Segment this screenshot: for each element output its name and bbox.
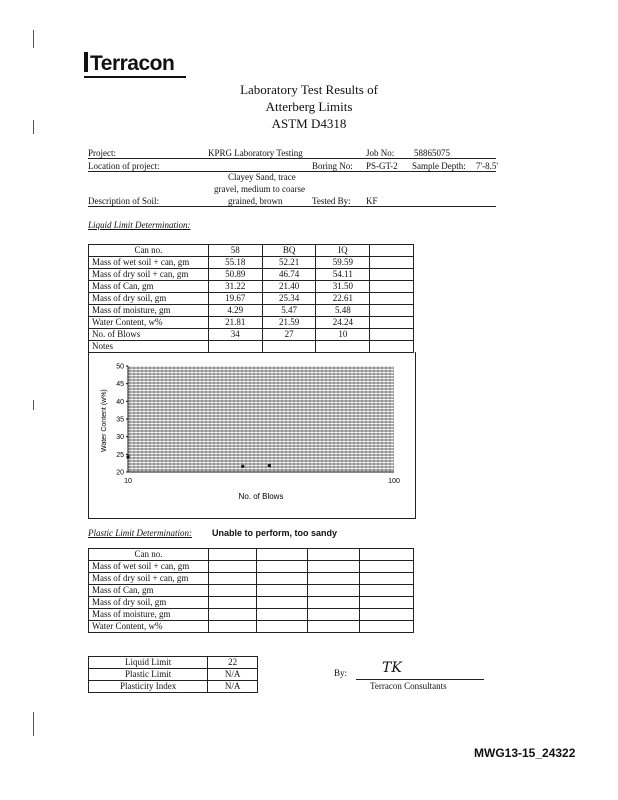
table-header-row [89,245,414,257]
row-label: Mass of Can, gm [89,281,209,293]
table-row [89,257,414,269]
table-cell [308,597,360,609]
table-row [89,669,258,681]
table-header-cell: BQ [262,245,316,257]
table-cell [208,585,256,597]
table-cell: 21.81 [208,317,262,329]
tested-by-label: Tested By: [312,196,351,206]
table-cell [370,341,414,353]
table-cell: 22.61 [316,293,370,305]
table-cell [316,341,370,353]
row-label: Notes [89,341,209,353]
logo-text: Terracon [90,52,175,75]
summary-value: 22 [208,657,258,669]
scan-mark [33,712,34,736]
summary-table [88,656,258,693]
table-cell [308,585,360,597]
table-cell [360,621,414,633]
logo-mark-icon [84,52,88,72]
row-label: No. of Blows [89,329,209,341]
table-cell: 4.29 [208,305,262,317]
plastic-limit-note: Unable to perform, too sandy [212,528,338,538]
table-cell [360,561,414,573]
table-cell: 34 [208,329,262,341]
title-line-3: ASTM D4318 [271,116,347,131]
row-label: Mass of dry soil, gm [89,293,209,305]
job-no-label: Job No: [366,148,395,158]
table-cell: 52.21 [262,257,316,269]
table-row [89,341,414,353]
sample-depth-value: 7'-8.5' [476,161,498,171]
table-row [89,585,414,597]
table-cell: 21.40 [262,281,316,293]
data-point [241,465,244,468]
table-header-cell: Can no. [89,245,209,257]
table-cell: 5.47 [262,305,316,317]
table-cell: 21.59 [262,317,316,329]
table-header-cell: IQ [316,245,370,257]
table-header-cell [256,549,308,561]
table-cell [208,609,256,621]
table-header-cell [208,549,256,561]
table-cell: 31.50 [316,281,370,293]
table-row [89,681,258,693]
table-cell [370,269,414,281]
row-label: Water Content, w% [89,317,209,329]
table-cell [208,561,256,573]
summary-label: Plastic Limit [89,669,208,681]
project-label: Project: [88,148,116,158]
project-rule [88,158,496,159]
table-row [89,561,414,573]
description-line-3: grained, brown [228,196,283,206]
table-cell: 10 [316,329,370,341]
table-cell [360,573,414,585]
table-cell: 54.11 [316,269,370,281]
table-cell: 5.48 [316,305,370,317]
table-cell: 27 [262,329,316,341]
table-row [89,281,414,293]
x-tick-label: 100 [388,478,400,485]
table-header-cell [360,549,414,561]
table-cell [370,317,414,329]
company-name: Terracon Consultants [370,681,447,691]
table-row [89,269,414,281]
job-no-value: 58865075 [414,148,450,158]
liquid-limit-heading: Liquid Limit Determination: [88,220,191,230]
table-row [89,305,414,317]
table-cell [256,585,308,597]
table-header-cell: 58 [208,245,262,257]
table-row [89,621,414,633]
table-cell [208,597,256,609]
summary-label: Liquid Limit [89,657,208,669]
plastic-limit-heading: Plastic Limit Determination: [88,528,192,538]
project-value: KPRG Laboratory Testing [208,148,303,158]
summary-label: Plasticity Index [89,681,208,693]
location-label: Location of project: [88,161,160,171]
chart-plot-area [128,366,394,472]
table-header-row [89,549,414,561]
title-line-2: Atterberg Limits [265,99,353,114]
table-cell [360,585,414,597]
table-cell: 55.18 [208,257,262,269]
table-cell [262,341,316,353]
table-cell [256,573,308,585]
row-label: Mass of Can, gm [89,585,209,597]
data-point [127,456,130,459]
row-label: Water Content, w% [89,621,209,633]
table-header-cell [370,245,414,257]
description-line-2: gravel, medium to coarse [214,184,305,194]
table-cell [308,573,360,585]
row-label: Mass of dry soil + can, gm [89,269,209,281]
table-cell [256,621,308,633]
row-label: Mass of moisture, gm [89,609,209,621]
table-cell: 25.34 [262,293,316,305]
tested-by-value: KF [366,196,378,206]
scan-mark [33,400,34,410]
table-cell [208,341,262,353]
table-cell: 31.22 [208,281,262,293]
table-cell: 19.67 [208,293,262,305]
document-id: MWG13-15_24322 [474,746,576,760]
table-row [89,657,258,669]
description-label: Description of Soil: [88,196,159,206]
row-label: Mass of dry soil + can, gm [89,573,209,585]
y-tick-label: 20 [116,469,124,477]
table-cell [208,621,256,633]
boring-no-label: Boring No: [312,161,353,171]
title-line-1: Laboratory Test Results of [240,82,378,97]
scan-mark [33,120,34,134]
table-cell [370,329,414,341]
summary-value: N/A [208,669,258,681]
table-cell [370,281,414,293]
table-row [89,573,414,585]
table-cell [208,573,256,585]
table-cell [360,597,414,609]
y-tick-label: 40 [116,398,124,406]
table-cell [370,257,414,269]
y-axis-label: Water Content (w%) [101,389,108,452]
row-label: Mass of moisture, gm [89,305,209,317]
table-header-cell: Can no. [89,549,209,561]
by-label: By: [334,668,348,678]
x-axis-label: No. of Blows [238,492,284,501]
x-tick-label: 10 [124,478,132,485]
row-label: Mass of wet soil + can, gm [89,257,209,269]
signature-rule [356,679,484,680]
row-label: Mass of dry soil, gm [89,597,209,609]
table-cell [256,597,308,609]
table-cell [256,609,308,621]
plastic-limit-table [88,548,414,633]
table-row [89,329,414,341]
boring-no-value: PS-GT-2 [366,161,398,171]
sample-depth-label: Sample Depth: [412,161,466,171]
table-cell [256,561,308,573]
table-cell: 50.89 [208,269,262,281]
table-row [89,597,414,609]
table-cell [370,293,414,305]
table-header-cell [308,549,360,561]
table-cell: 59.59 [316,257,370,269]
table-cell [308,621,360,633]
description-line-1: Clayey Sand, trace [228,172,296,182]
row-label: Mass of wet soil + can, gm [89,561,209,573]
table-cell: 46.74 [262,269,316,281]
table-cell [308,561,360,573]
table-row [89,317,414,329]
signature-initials: TK [382,660,402,676]
description-rule [88,206,496,207]
y-tick-label: 45 [116,381,124,389]
table-cell [308,609,360,621]
y-tick-label: 50 [116,363,124,371]
terracon-logo [84,52,186,78]
y-tick-label: 30 [116,434,124,442]
y-tick-label: 35 [116,416,124,424]
flow-curve-chart [88,352,414,518]
summary-value: N/A [208,681,258,693]
y-tick-label: 25 [116,451,124,459]
table-cell: 24.24 [316,317,370,329]
table-cell [360,609,414,621]
liquid-limit-table [88,244,414,353]
table-row [89,609,414,621]
data-point [268,464,271,467]
table-cell [370,305,414,317]
scan-mark [33,30,34,48]
table-row [89,293,414,305]
